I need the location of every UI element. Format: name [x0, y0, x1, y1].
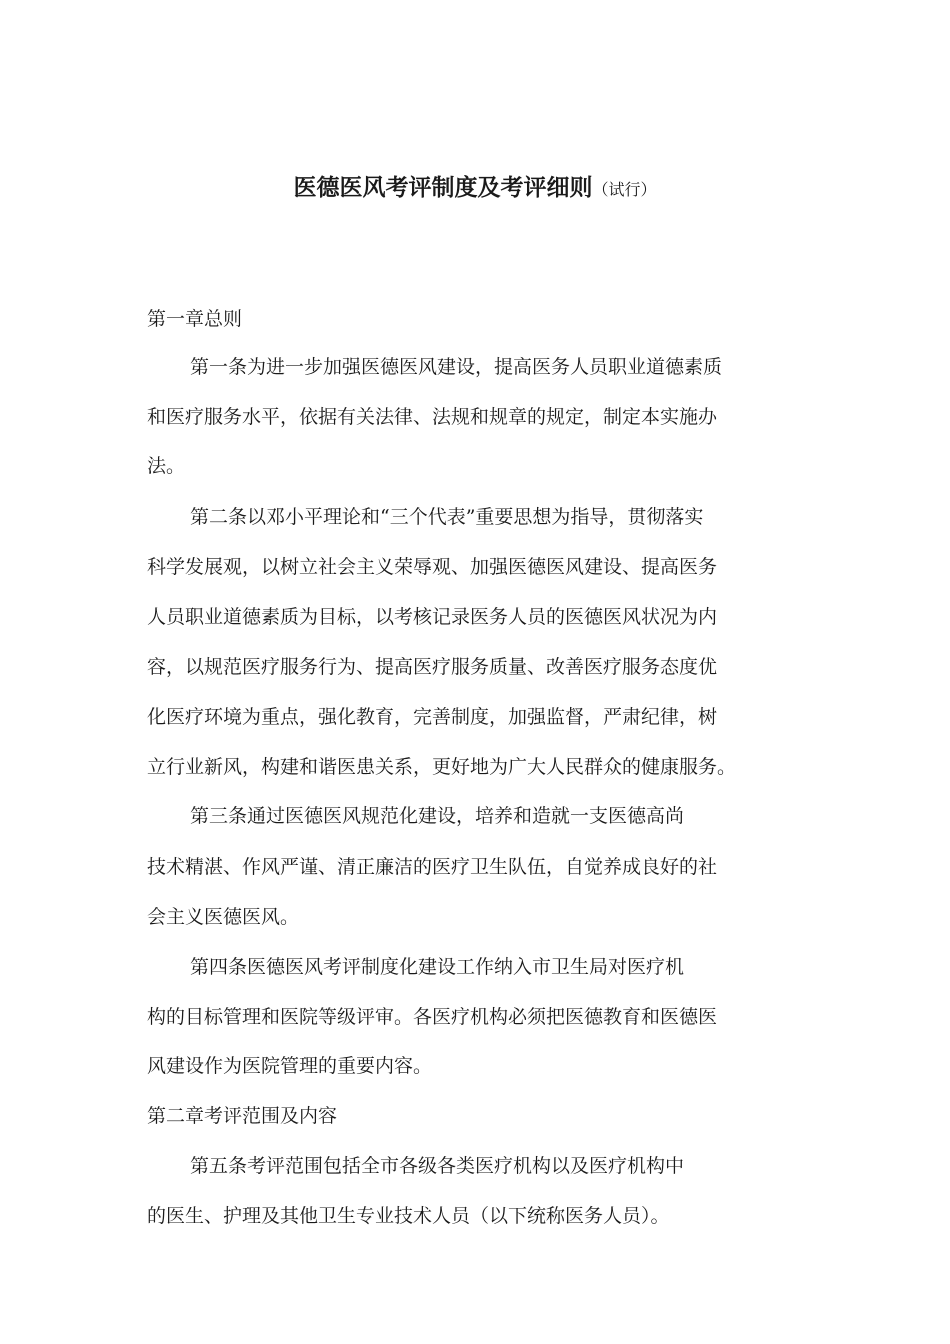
paragraph-line: 科学发展观，以树立社会主义荣辱观、加强医德医风建设、提高医务: [147, 556, 718, 578]
chapter-heading: 第二章考评范围及内容: [147, 1105, 338, 1127]
paragraph-line: 第二条以邓小平理论和“三个代表”重要思想为指导，贯彻落实: [190, 506, 704, 528]
paragraph-line: 第三条通过医德医风规范化建设，培养和造就一支医德高尚: [190, 805, 685, 827]
document-title: 医德医风考评制度及考评细则: [293, 175, 593, 201]
paragraph-line: 风建设作为医院管理的重要内容。: [147, 1055, 433, 1077]
paragraph-line: 人员职业道德素质为目标，以考核记录医务人员的医德医风状况为内: [147, 606, 718, 628]
paragraph-line: 容，以规范医疗服务行为、提高医疗服务质量、改善医疗服务态度优: [147, 656, 718, 678]
paragraph-line: 法。: [147, 455, 186, 477]
paragraph-line: 第四条医德医风考评制度化建设工作纳入市卫生局对医疗机: [190, 956, 685, 978]
paragraph-line: 第五条考评范围包括全市各级各类医疗机构以及医疗机构中: [190, 1155, 685, 1177]
chapter-heading: 第一章总则: [147, 308, 243, 330]
document-title-block: [0, 172, 950, 206]
document-title-suffix: （试行）: [592, 180, 657, 199]
paragraph-line: 的医生、护理及其他卫生专业技术人员（以下统称医务人员）。: [147, 1205, 670, 1227]
paragraph-line: 第一条为进一步加强医德医风建设，提高医务人员职业道德素质: [190, 356, 723, 378]
paragraph-line: 构的目标管理和医院等级评审。各医疗机构必须把医德教育和医德医: [147, 1006, 718, 1028]
paragraph-line: 会主义医德医风。: [147, 906, 300, 928]
paragraph-line: 和医疗服务水平，依据有关法律、法规和规章的规定，制定本实施办: [147, 406, 718, 428]
paragraph-line: 立行业新风，构建和谐医患关系，更好地为广大人民群众的健康服务。: [147, 756, 737, 778]
paragraph-line: 技术精湛、作风严谨、清正廉洁的医疗卫生队伍，自觉养成良好的社: [147, 856, 718, 878]
paragraph-line: 化医疗环境为重点，强化教育，完善制度，加强监督，严肃纪律，树: [147, 706, 718, 728]
